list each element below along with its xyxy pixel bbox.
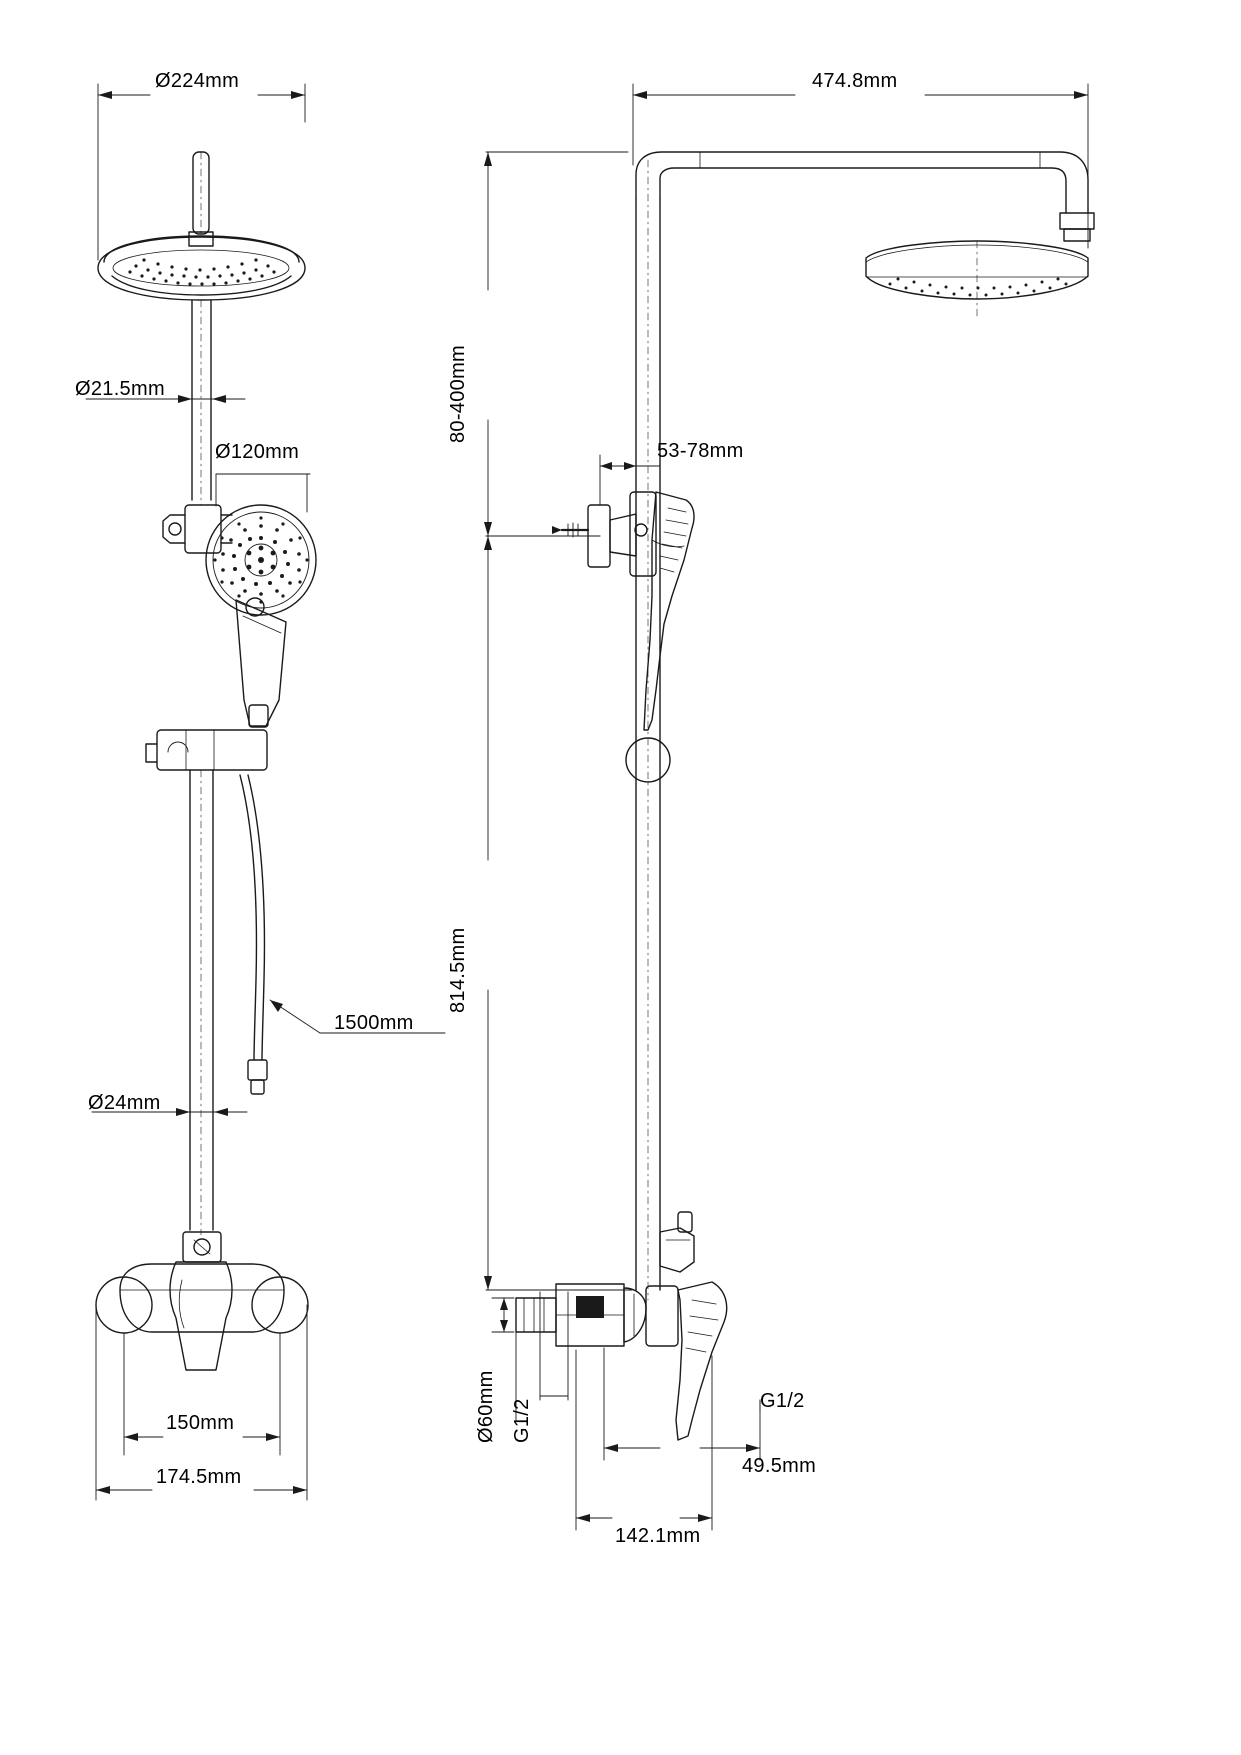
- dim-side-mixer-projection: [604, 1348, 760, 1460]
- label-side-total-projection: 142.1mm: [615, 1525, 701, 1547]
- label-front-riser-lower-diameter: Ø24mm: [88, 1092, 161, 1114]
- label-side-arm-reach: 474.8mm: [812, 70, 898, 92]
- side-diverter-knob: [660, 1212, 694, 1272]
- label-side-head-height-adjust: 80-400mm: [447, 345, 469, 443]
- side-shower-arm: [636, 152, 1094, 241]
- front-slider-bracket: [146, 730, 267, 770]
- dim-side-flange-diameter: [492, 1298, 514, 1332]
- dim-side-riser-height: [484, 536, 632, 1290]
- front-head-joint: [189, 152, 213, 246]
- front-riser-upper: [192, 300, 211, 505]
- label-side-outlet-thread: G1/2: [760, 1390, 805, 1412]
- front-riser-lower: [190, 770, 213, 1235]
- dim-side-reach: [633, 84, 1088, 248]
- label-front-overall-width: 174.5mm: [156, 1466, 242, 1488]
- front-diverter-block: [163, 505, 232, 553]
- label-side-flange-diameter: Ø60mm: [475, 1370, 497, 1443]
- side-hand-shower: [644, 492, 694, 730]
- label-front-hand-shower-diameter: Ø120mm: [215, 441, 300, 463]
- front-hose: [240, 775, 267, 1094]
- label-front-mixer-centers: 150mm: [166, 1412, 235, 1434]
- label-front-hose-length: 1500mm: [334, 1012, 414, 1034]
- label-side-riser-height: 814.5mm: [447, 927, 469, 1013]
- side-mixer: [516, 1282, 727, 1440]
- label-side-wall-offset: 53-78mm: [657, 440, 744, 462]
- label-front-head-diameter: Ø224mm: [155, 70, 240, 92]
- front-hand-shower: [206, 505, 316, 727]
- dim-front-centers: [124, 1333, 280, 1455]
- side-hand-shower-holder: [552, 492, 656, 576]
- dim-front-hand-shower: [216, 474, 310, 512]
- label-front-riser-upper-diameter: Ø21.5mm: [75, 378, 165, 400]
- side-overhead-head: [866, 241, 1088, 320]
- dim-side-head-height: [484, 152, 628, 536]
- front-mixer: [96, 1232, 308, 1370]
- label-side-inlet-thread: G1/2: [511, 1398, 533, 1443]
- label-side-mixer-projection: 49.5mm: [742, 1455, 817, 1477]
- dim-side-total-projection: [576, 1350, 712, 1530]
